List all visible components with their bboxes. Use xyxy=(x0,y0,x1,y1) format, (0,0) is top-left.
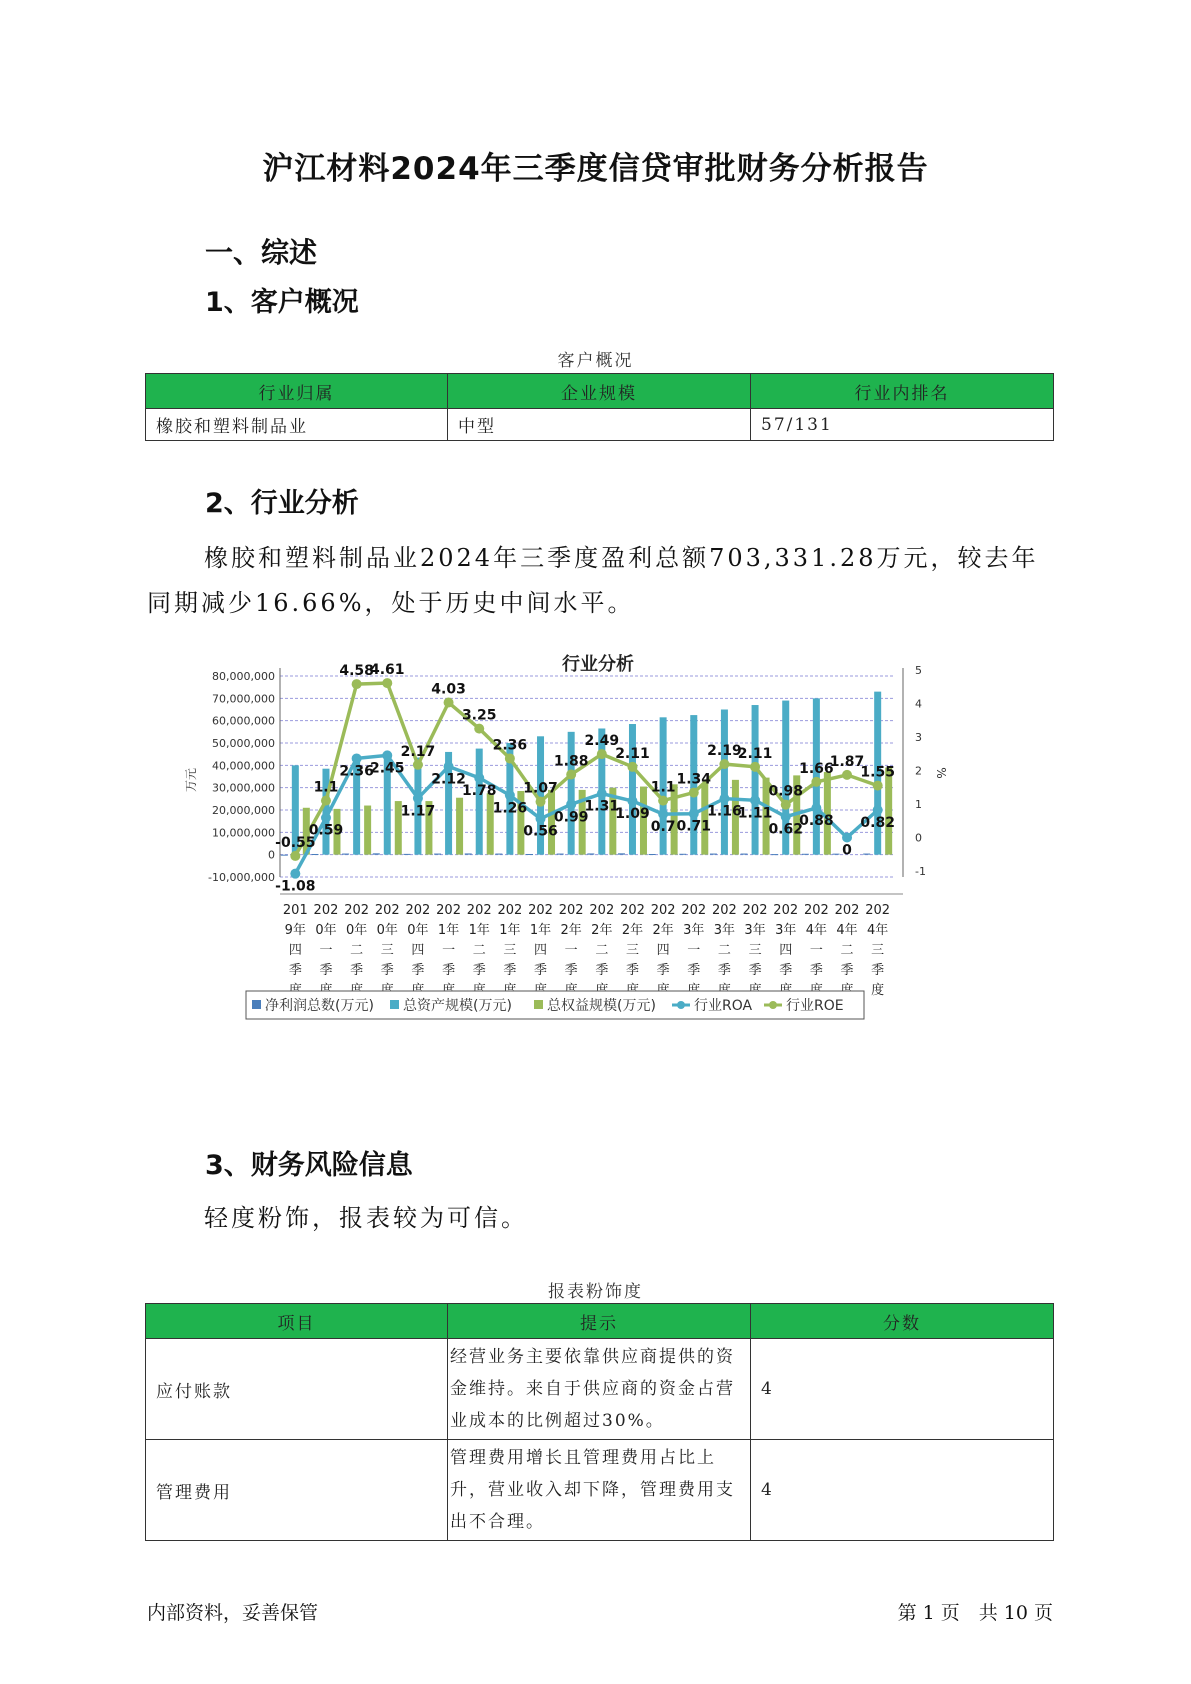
series-point xyxy=(382,678,392,688)
bar xyxy=(741,854,748,855)
series-point xyxy=(750,762,760,772)
x-tick-label: 202 xyxy=(466,903,492,918)
x-tick-label: 季 xyxy=(687,963,701,978)
data-label: 1.88 xyxy=(553,753,589,770)
data-label: 2.36 xyxy=(492,737,528,754)
cell-item: 应付账款 xyxy=(146,1339,448,1440)
x-tick-label: 0年 xyxy=(376,923,398,938)
x-tick-label: 三 xyxy=(625,943,639,958)
x-tick-label: 2年 xyxy=(621,923,644,938)
cell-score: 4 xyxy=(751,1339,1054,1440)
subheading-industry-analysis: 2、行业分析 xyxy=(205,488,359,519)
data-label: 1.16 xyxy=(707,803,742,820)
series-point xyxy=(352,753,362,763)
legend-entry: 总资产规模(万元) xyxy=(403,998,512,1014)
x-tick-label: 202 xyxy=(558,903,584,918)
series-point xyxy=(597,749,607,759)
section-heading-overview: 一、综述 xyxy=(205,236,318,269)
y-tick-label-left: -10,000,000 xyxy=(208,871,275,884)
bar xyxy=(476,749,483,855)
series-point xyxy=(873,781,883,791)
x-tick-label: 2年 xyxy=(591,923,613,938)
data-label: 1.34 xyxy=(676,771,712,788)
header-industry: 行业归属 xyxy=(146,374,448,409)
x-tick-label: 202 xyxy=(803,903,829,918)
bar xyxy=(649,854,656,855)
x-tick-label: 三 xyxy=(503,943,517,958)
x-tick-label: 201 xyxy=(282,903,308,918)
series-point xyxy=(750,795,760,805)
series-point xyxy=(627,796,637,806)
data-label: 0.59 xyxy=(308,822,344,839)
bar xyxy=(281,855,288,856)
data-label: 2.45 xyxy=(370,760,405,777)
x-tick-label: 202 xyxy=(405,903,431,918)
x-tick-label: 202 xyxy=(589,903,615,918)
series-point xyxy=(505,753,515,763)
x-tick-label: 二 xyxy=(840,943,854,958)
bar xyxy=(568,732,575,855)
x-tick-label: 1年 xyxy=(529,923,552,938)
series-point xyxy=(658,796,668,806)
x-tick-label: 三 xyxy=(380,943,394,958)
bar xyxy=(802,854,809,855)
y-axis-label-right: % xyxy=(934,767,948,779)
series-point xyxy=(781,812,791,822)
x-tick-label: 季 xyxy=(595,963,609,978)
x-tick-label: 季 xyxy=(350,963,364,978)
x-tick-label: 202 xyxy=(865,903,891,918)
x-tick-label: 202 xyxy=(313,903,339,918)
series-point xyxy=(474,773,484,783)
y-tick-label-left: 30,000,000 xyxy=(212,781,275,795)
data-label: 1.31 xyxy=(584,798,620,815)
x-tick-label: 四 xyxy=(779,943,793,958)
financial-risk-text: 轻度粉饰，报表较为可信。 xyxy=(204,1204,528,1232)
series-point xyxy=(444,697,454,707)
x-tick-label: 202 xyxy=(712,903,737,918)
bar xyxy=(526,854,533,855)
x-tick-label: 202 xyxy=(681,903,707,918)
x-tick-label: 季 xyxy=(564,963,578,978)
series-point xyxy=(719,794,729,804)
x-tick-label: 4年 xyxy=(836,923,858,938)
whitewash-table xyxy=(145,1303,1054,1541)
x-tick-label: 202 xyxy=(620,903,645,918)
series-point xyxy=(566,770,576,780)
legend-swatch xyxy=(534,1000,543,1009)
bar xyxy=(456,798,463,855)
legend-entry: 净利润总数(万元) xyxy=(265,998,374,1014)
header-score: 分数 xyxy=(751,1304,1054,1339)
industry-analysis-text: 橡胶和塑料制品业2024年三季度盈利总额703,331.28万元，较去年同期减少16.66%，处于历史中间水平。 xyxy=(147,544,1039,617)
x-tick-label: 202 xyxy=(650,903,676,918)
data-label: 2.17 xyxy=(400,743,436,760)
series-point xyxy=(689,788,699,798)
data-label: 2.11 xyxy=(615,745,650,762)
bar xyxy=(752,705,759,855)
data-label: -1.08 xyxy=(275,878,316,895)
series-point xyxy=(719,759,729,769)
x-tick-label: 季 xyxy=(319,963,333,978)
y-axis-label-left: 万元 xyxy=(184,767,198,793)
y-tick-label-left: 40,000,000 xyxy=(212,759,275,773)
table-row xyxy=(146,1440,1054,1541)
series-point xyxy=(842,770,852,780)
data-label: 1.1 xyxy=(313,779,339,796)
x-tick-label: 202 xyxy=(742,903,768,918)
legend-entry: 总权益规模(万元) xyxy=(547,998,656,1014)
data-label: 1.26 xyxy=(492,800,528,817)
data-label: 0.99 xyxy=(553,809,589,826)
header-rank: 行业内排名 xyxy=(751,374,1054,409)
series-point xyxy=(321,813,331,823)
y-tick-label-right: 5 xyxy=(915,664,922,677)
bar xyxy=(465,853,472,854)
series-point xyxy=(536,814,546,824)
bar xyxy=(863,854,870,855)
table-row xyxy=(146,1339,1054,1440)
series-point xyxy=(382,750,392,760)
bar xyxy=(495,854,502,855)
x-tick-label: 季 xyxy=(809,963,823,978)
cell-score: 4 xyxy=(751,1440,1054,1541)
cell-hint: 管理费用增长且管理费用占比上升，营业收入却下降，管理费用支出不合理。 xyxy=(448,1440,751,1541)
data-label: 1.11 xyxy=(737,805,773,822)
x-tick-label: 3年 xyxy=(744,923,766,938)
series-point xyxy=(352,679,362,689)
y-tick-label-left: 0 xyxy=(268,848,275,862)
x-tick-label: 季 xyxy=(288,963,302,978)
x-tick-label: 一 xyxy=(442,943,456,958)
series-point xyxy=(474,724,484,734)
data-label: 1.09 xyxy=(615,805,650,822)
bar xyxy=(587,853,594,854)
data-label: 4.58 xyxy=(339,663,374,680)
bar xyxy=(679,854,686,855)
x-tick-label: 一 xyxy=(809,943,823,958)
data-label: 0.88 xyxy=(799,813,834,830)
data-label: 4.03 xyxy=(431,681,466,698)
series-point xyxy=(413,760,423,770)
data-label: 3.25 xyxy=(461,707,497,724)
x-tick-label: 202 xyxy=(436,903,461,918)
data-label: 2.11 xyxy=(737,745,773,762)
y-tick-label-left: 20,000,000 xyxy=(212,804,275,817)
x-tick-label: 二 xyxy=(472,943,486,958)
x-tick-label: 202 xyxy=(528,903,553,918)
x-tick-label: 二 xyxy=(595,943,609,958)
legend-entry: 行业ROE xyxy=(786,998,844,1014)
x-tick-label: 3年 xyxy=(683,923,705,938)
data-label: 0.56 xyxy=(523,823,558,840)
chart-title: 行业分析 xyxy=(562,654,634,675)
industry-analysis-chart xyxy=(180,654,948,1110)
x-tick-label: 季 xyxy=(871,963,885,978)
bar xyxy=(364,806,371,855)
series-point xyxy=(811,777,821,787)
series-point xyxy=(566,799,576,809)
x-tick-label: 202 xyxy=(834,903,860,918)
bar xyxy=(833,854,840,855)
data-label: 0.82 xyxy=(860,815,895,832)
header-hint: 提示 xyxy=(448,1304,751,1339)
x-tick-label: 四 xyxy=(288,943,302,958)
series-point xyxy=(627,762,637,772)
data-label: 0.71 xyxy=(676,818,712,835)
cell-rank: 57/131 xyxy=(751,409,1054,441)
data-label: 1.07 xyxy=(523,780,558,797)
bar xyxy=(771,854,778,855)
series-point xyxy=(290,851,300,861)
subheading-customer-overview: 1、客户概况 xyxy=(205,287,359,318)
x-tick-label: 季 xyxy=(442,963,456,978)
x-tick-label: 季 xyxy=(717,963,731,978)
x-tick-label: 四 xyxy=(411,943,425,958)
data-label: 1.1 xyxy=(650,779,676,796)
x-tick-label: 0年 xyxy=(407,923,429,938)
legend-entry: 行业ROA xyxy=(694,998,753,1014)
x-tick-label: 2年 xyxy=(560,923,582,938)
series-point xyxy=(536,797,546,807)
x-tick-label: 四 xyxy=(656,943,670,958)
footer-page-number: 第 1 页 共 10 页 xyxy=(897,1602,1053,1624)
x-tick-label: 季 xyxy=(748,963,762,978)
data-label: 1.66 xyxy=(799,760,834,777)
x-tick-label: 4年 xyxy=(867,923,889,938)
data-label: 0.62 xyxy=(768,821,803,838)
bar xyxy=(434,854,441,855)
x-tick-label: 3年 xyxy=(713,923,736,938)
x-tick-label: 1年 xyxy=(437,923,460,938)
x-tick-label: 三 xyxy=(748,943,762,958)
x-tick-label: 一 xyxy=(687,943,701,958)
data-label: 0.7 xyxy=(650,819,676,836)
x-tick-label: 2年 xyxy=(652,923,674,938)
data-label: 2.49 xyxy=(584,733,620,750)
x-tick-label: 0年 xyxy=(345,923,368,938)
bar xyxy=(342,854,349,855)
data-label: 2.12 xyxy=(431,771,466,788)
bar xyxy=(629,724,636,855)
x-tick-label: 202 xyxy=(497,903,523,918)
series-point xyxy=(597,789,607,799)
x-tick-label: 二 xyxy=(717,943,731,958)
x-tick-label: 季 xyxy=(625,963,639,978)
x-tick-label: 季 xyxy=(380,963,394,978)
subheading-financial-risk: 3、财务风险信息 xyxy=(205,1150,413,1181)
x-tick-label: 三 xyxy=(871,943,885,958)
series-point xyxy=(413,793,423,803)
y-tick-label-left: 50,000,000 xyxy=(212,737,275,750)
series-point xyxy=(444,761,454,771)
bar xyxy=(710,854,717,855)
x-tick-label: 1年 xyxy=(468,923,490,938)
cell-hint: 经营业务主要依靠供应商提供的资金维持。来自于供应商的资金占营业成本的比例超过30%。 xyxy=(448,1339,751,1440)
bar xyxy=(373,853,380,854)
legend-swatch xyxy=(252,1000,261,1009)
data-label: 0 xyxy=(842,842,852,859)
y-tick-label-right: 3 xyxy=(915,731,922,744)
data-label: 0.98 xyxy=(768,783,803,800)
y-tick-label-right: 2 xyxy=(915,764,922,778)
x-tick-label: 度 xyxy=(871,983,885,998)
x-tick-label: 0年 xyxy=(315,923,337,938)
table-caption-customer: 客户概况 xyxy=(557,351,634,371)
y-tick-label-left: 80,000,000 xyxy=(212,670,275,683)
x-tick-label: 9年 xyxy=(284,923,306,938)
x-tick-label: 季 xyxy=(534,963,548,978)
data-label: 4.61 xyxy=(370,662,405,679)
table-caption-whitewash: 报表粉饰度 xyxy=(548,1282,643,1302)
customer-overview-table xyxy=(145,373,1054,441)
x-tick-label: 季 xyxy=(840,963,854,978)
data-label: 2.19 xyxy=(707,743,742,760)
x-tick-label: 202 xyxy=(773,903,799,918)
y-tick-label-right: 0 xyxy=(915,831,922,845)
y-tick-label-right: 4 xyxy=(915,697,922,711)
series-point xyxy=(689,809,699,819)
y-tick-label-right: 1 xyxy=(915,798,922,811)
series-point xyxy=(505,790,515,800)
y-tick-label-left: 70,000,000 xyxy=(212,692,275,706)
x-tick-label: 二 xyxy=(350,943,364,958)
x-tick-label: 202 xyxy=(374,903,400,918)
x-tick-label: 4年 xyxy=(805,923,828,938)
series-point xyxy=(873,805,883,815)
series-point xyxy=(811,803,821,813)
series-point xyxy=(290,869,300,879)
bar xyxy=(557,854,564,855)
series-point xyxy=(781,800,791,810)
bar xyxy=(721,710,728,855)
x-tick-label: 季 xyxy=(779,963,793,978)
y-tick-label-right: -1 xyxy=(915,865,926,878)
legend-swatch xyxy=(769,1001,777,1009)
x-tick-label: 季 xyxy=(503,963,517,978)
legend-swatch xyxy=(677,1001,685,1009)
bar xyxy=(618,853,625,854)
data-label: 1.87 xyxy=(829,753,865,770)
x-tick-label: 一 xyxy=(319,943,333,958)
x-tick-label: 季 xyxy=(472,963,486,978)
y-tick-label-left: 10,000,000 xyxy=(212,826,275,840)
data-label: 1.78 xyxy=(461,782,497,799)
data-label: 2.36 xyxy=(339,763,374,780)
data-label: 1.55 xyxy=(860,764,895,781)
bar xyxy=(403,854,410,855)
bar xyxy=(311,854,318,855)
y-tick-label-left: 60,000,000 xyxy=(212,714,275,728)
series-point xyxy=(321,796,331,806)
x-tick-label: 四 xyxy=(534,943,548,958)
data-label: -0.55 xyxy=(275,834,316,851)
bar xyxy=(885,768,892,855)
data-label: 1.17 xyxy=(400,803,436,820)
cell-industry: 橡胶和塑料制品业 xyxy=(146,409,448,441)
cell-item: 管理费用 xyxy=(146,1440,448,1541)
x-tick-label: 季 xyxy=(411,963,425,978)
x-tick-label: 季 xyxy=(656,963,670,978)
x-tick-label: 1年 xyxy=(499,923,521,938)
series-point xyxy=(658,809,668,819)
x-tick-label: 3年 xyxy=(775,923,797,938)
x-tick-label: 一 xyxy=(564,943,578,958)
header-scale: 企业规模 xyxy=(448,374,751,409)
header-item: 项目 xyxy=(146,1304,448,1339)
page-title: 沪江材料2024年三季度信贷审批财务分析报告 xyxy=(262,151,929,187)
footer-confidential: 内部资料，妥善保管 xyxy=(147,1602,319,1624)
x-tick-label: 202 xyxy=(344,903,370,918)
cell-scale: 中型 xyxy=(448,409,751,441)
series-point xyxy=(842,833,852,843)
legend-swatch xyxy=(390,1000,399,1009)
